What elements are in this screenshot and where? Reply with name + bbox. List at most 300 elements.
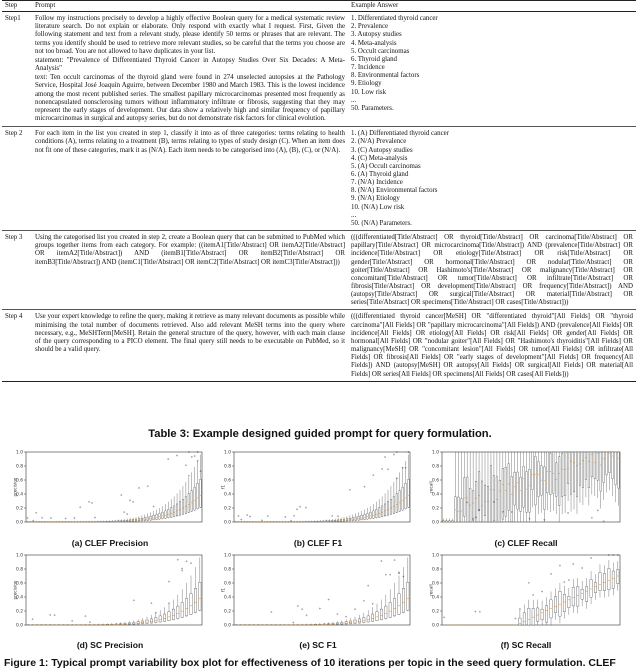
box-25 — [514, 452, 516, 522]
box-24 — [336, 614, 338, 625]
box-iqr — [585, 452, 587, 480]
box-iqr — [361, 515, 363, 519]
box-39 — [138, 487, 140, 521]
box-7 — [53, 615, 55, 625]
box-39 — [612, 554, 614, 595]
box-27 — [349, 618, 351, 624]
box-9 — [270, 612, 272, 625]
box-outlier — [80, 507, 81, 508]
box-iqr — [547, 452, 549, 493]
box-outlier — [54, 615, 55, 616]
box-44 — [361, 511, 363, 520]
box-iqr — [585, 586, 587, 601]
box-31 — [323, 520, 325, 522]
box-14 — [292, 622, 294, 625]
box-7 — [460, 452, 462, 522]
box-32 — [118, 520, 120, 522]
y-axis-label: precision — [13, 580, 18, 599]
y-tick-label: 0.0 — [432, 623, 439, 629]
box-28 — [146, 617, 148, 624]
box-iqr — [590, 579, 592, 597]
box-iqr — [165, 511, 167, 518]
box-44 — [570, 452, 572, 512]
box-20 — [319, 608, 321, 625]
box-3 — [33, 520, 35, 522]
box-iqr — [367, 616, 369, 622]
box-5 — [45, 624, 47, 625]
box-22 — [88, 501, 90, 522]
box-23 — [332, 622, 334, 625]
box-35 — [544, 452, 546, 522]
box-51 — [173, 496, 175, 517]
box-iqr — [367, 513, 369, 519]
box-19 — [79, 507, 81, 522]
box-36 — [599, 564, 601, 597]
box-iqr — [481, 481, 483, 522]
box-34 — [172, 600, 174, 621]
box-iqr — [570, 452, 572, 494]
answer-line: ... — [351, 212, 633, 220]
box-iqr — [387, 502, 389, 515]
box-17 — [282, 521, 284, 522]
box-20 — [111, 623, 113, 625]
box-39 — [402, 567, 404, 613]
box-iqr — [156, 514, 158, 519]
step-label: Step1 — [2, 12, 32, 127]
box-30 — [155, 612, 157, 623]
box-iqr — [200, 479, 202, 507]
box-56 — [396, 451, 398, 513]
answer-query: (((differentiated thyroid cancer[MeSH] OR "differentiated thyroid"[All Fields] OR "thyroid carcinoma"[All Fields] OR "papillary microcarcinoma"[All Fields]) AND (prevalence[All Fields] OR incidence[All Fields] OR etiology[All Fields] OR risk[All Fields] OR gender[All Fields] OR hormonal[All Fields] OR "nodular goiter"[All Fields] OR "Hashimoto's thyroiditis"[All Fields] OR malignancy[MeSH] OR "concomitant lesion"[All Fields] OR tumor[All Fields] OR infiltrate[All Fields] OR fibrosis[All Fields] OR "early stages of development"[All Fields] OR frequency[All Fields]) AND (autopsy[MeSH] OR autopsy[All Fields] OR surgical[All Fields] OR material[All Fields] OR series[All Fields] OR specimens[All Fields] OR cases[All Fields])) — [348, 310, 636, 381]
box-iqr — [484, 485, 486, 516]
box-iqr — [538, 462, 540, 497]
box-outlier — [130, 500, 131, 501]
box-18 — [310, 624, 312, 625]
box-iqr — [144, 518, 146, 521]
box-34 — [380, 560, 382, 620]
box-30 — [529, 452, 531, 522]
box-outlier — [363, 600, 364, 601]
box-iqr — [582, 452, 584, 488]
box-38 — [190, 563, 192, 615]
box-44 — [153, 506, 155, 521]
box-outlier — [528, 582, 529, 583]
y-tick-label: 0.2 — [16, 506, 23, 512]
box-outlier — [368, 585, 369, 586]
box-5 — [253, 624, 255, 625]
box-13 — [288, 624, 290, 625]
box-37 — [340, 518, 342, 522]
box-iqr — [358, 619, 360, 623]
box-27 — [311, 521, 313, 522]
box-iqr — [194, 588, 196, 612]
y-tick-label: 0.0 — [16, 520, 23, 526]
box-41 — [561, 452, 563, 514]
box-outlier — [519, 609, 520, 610]
header-example-answer: Example Answer — [348, 1, 636, 12]
box-iqr — [603, 452, 605, 482]
box-45 — [364, 486, 366, 520]
box-outlier — [381, 560, 382, 561]
box-16 — [93, 624, 95, 625]
y-tick-label: 1.0 — [224, 553, 231, 559]
box-37 — [603, 565, 605, 597]
box-outlier — [194, 455, 195, 456]
box-outlier — [364, 486, 365, 487]
box-outlier — [349, 489, 350, 490]
answer-line: ... — [351, 97, 633, 105]
box-outlier — [50, 517, 51, 518]
box-iqr — [541, 466, 543, 495]
box-outlier — [250, 516, 251, 517]
box-iqr — [617, 570, 619, 584]
box-54 — [600, 452, 602, 509]
box-38 — [398, 572, 400, 615]
box-outlier — [168, 603, 169, 604]
box-iqr — [472, 490, 474, 520]
box-outlier — [151, 603, 152, 604]
box-11 — [71, 620, 73, 625]
box-iqr — [408, 479, 410, 507]
box-20 — [290, 520, 292, 522]
box-2 — [30, 521, 32, 522]
box-outlier — [305, 507, 306, 508]
box-25 — [341, 620, 343, 624]
subfigure-caption: (e) SC F1 — [228, 640, 408, 650]
box-iqr — [364, 514, 366, 519]
box-40 — [407, 558, 409, 612]
box-outlier — [32, 619, 33, 620]
box-iqr — [399, 491, 401, 512]
box-iqr — [544, 467, 546, 510]
box-outlier — [247, 515, 248, 516]
box-iqr — [573, 452, 575, 492]
box-iqr — [159, 513, 161, 519]
box-27 — [520, 452, 522, 522]
y-tick-label: 0.4 — [432, 595, 439, 601]
box-outlier — [387, 469, 388, 470]
box-outlier — [65, 518, 66, 519]
box-outlier — [185, 465, 186, 466]
box-outlier — [591, 517, 592, 518]
answer-line: 10. Low risk — [351, 89, 633, 97]
y-tick-label: 0.6 — [432, 478, 439, 484]
box-iqr — [564, 452, 566, 495]
box-iqr — [552, 452, 554, 493]
prompt-cell — [32, 12, 348, 127]
table-row — [2, 12, 636, 127]
box-5 — [455, 452, 457, 522]
box-13 — [478, 452, 480, 522]
box-outlier — [74, 517, 75, 518]
box-22 — [296, 509, 298, 522]
box-33 — [585, 578, 587, 609]
box-10 — [67, 624, 69, 625]
box-9 — [62, 624, 64, 625]
box-iqr — [384, 504, 386, 516]
answer-line: 2. (N/A) Prevalence — [351, 138, 633, 146]
box-4 — [35, 512, 37, 522]
step-label: Step 4 — [2, 310, 32, 381]
box-iqr — [487, 486, 489, 522]
box-2 — [239, 624, 241, 625]
box-32 — [535, 452, 537, 522]
box-50 — [378, 499, 380, 518]
box-20 — [499, 452, 501, 522]
box-iqr — [511, 476, 513, 521]
box-33 — [538, 452, 540, 514]
box-46 — [367, 508, 369, 520]
box-15 — [89, 622, 91, 625]
answer-line: 1. (A) Differentiated thyroid cancer — [351, 130, 633, 138]
box-outlier — [124, 512, 125, 513]
box-51 — [381, 468, 383, 517]
box-14 — [84, 616, 86, 625]
y-tick-label: 0.6 — [432, 581, 439, 587]
box-iqr — [194, 487, 196, 510]
box-13 — [270, 521, 272, 522]
box-iqr — [559, 591, 561, 616]
box-26 — [100, 521, 102, 522]
box-iqr — [597, 452, 599, 480]
box-49 — [585, 452, 587, 497]
box-41 — [352, 515, 354, 522]
box-43 — [150, 512, 152, 520]
y-tick-label: 0.2 — [224, 506, 231, 512]
box-59 — [405, 461, 407, 509]
box-25 — [97, 521, 99, 522]
box-21 — [532, 594, 534, 625]
y-tick-label: 0.8 — [432, 567, 439, 573]
box-iqr — [520, 477, 522, 511]
box-iqr — [505, 467, 507, 516]
box-iqr — [393, 497, 395, 514]
box-26 — [554, 588, 556, 620]
box-12 — [475, 452, 477, 522]
sc-recall-plot — [430, 553, 622, 633]
box-outlier — [294, 515, 295, 516]
box-outlier — [267, 516, 268, 517]
y-tick-label: 0.8 — [16, 464, 23, 470]
box-outlier — [542, 591, 543, 592]
box-31 — [367, 585, 369, 623]
box-18 — [77, 521, 79, 522]
box-5 — [38, 521, 40, 522]
box-28 — [314, 520, 316, 522]
answer-line: 2. Prevalence — [351, 23, 633, 31]
box-iqr — [181, 602, 183, 617]
y-tick-label: 0.6 — [224, 581, 231, 587]
box-29 — [526, 452, 528, 522]
answer-line: 8. Environmental factors — [351, 72, 633, 80]
box-2 — [446, 519, 448, 523]
box-18 — [493, 452, 495, 522]
box-21 — [502, 452, 504, 522]
box-outlier — [42, 517, 43, 518]
box-28 — [563, 582, 565, 619]
box-15 — [68, 521, 70, 522]
plot-frame — [26, 452, 202, 522]
plot-frame — [234, 452, 410, 522]
box-outlier — [138, 487, 139, 488]
box-1 — [235, 624, 237, 625]
box-27 — [141, 618, 143, 624]
box-outlier — [393, 454, 394, 455]
y-tick-label: 1.0 — [16, 553, 23, 559]
box-outlier — [302, 609, 303, 610]
y-axis-label: precision — [13, 477, 18, 496]
box-31 — [577, 578, 579, 613]
box-iqr — [581, 589, 583, 599]
box-iqr — [177, 606, 179, 619]
box-iqr — [568, 596, 570, 607]
box-iqr — [190, 594, 192, 615]
box-iqr — [576, 452, 578, 497]
box-57 — [399, 472, 401, 512]
answer-line: 8. (N/A) Environmental factors — [351, 187, 633, 195]
box-10 — [261, 520, 263, 522]
prompt-table — [2, 0, 636, 382]
box-iqr — [378, 508, 380, 517]
box-40 — [349, 489, 351, 521]
box-48 — [165, 504, 167, 519]
box-15 — [484, 452, 486, 522]
box-iqr — [197, 483, 199, 508]
answer-line: 4. (C) Meta-analysis — [351, 155, 633, 163]
box-60 — [618, 452, 620, 506]
box-53 — [179, 490, 181, 516]
box-outlier — [271, 612, 272, 613]
box-31 — [532, 452, 534, 507]
box-29 — [358, 615, 360, 624]
box-outlier — [475, 611, 476, 612]
box-58 — [194, 455, 196, 510]
box-12 — [267, 516, 269, 522]
y-axis-label: f1 — [221, 485, 226, 489]
box-iqr — [185, 598, 187, 616]
box-26 — [517, 452, 519, 522]
box-39 — [346, 516, 348, 521]
box-47 — [162, 506, 164, 519]
box-outlier — [306, 615, 307, 616]
box-iqr — [517, 472, 519, 509]
box-9 — [258, 521, 260, 522]
y-tick-label: 1.0 — [224, 450, 231, 456]
box-3 — [36, 624, 38, 625]
box-32 — [326, 520, 328, 522]
box-outlier — [27, 517, 28, 518]
box-46 — [159, 508, 161, 520]
box-17 — [97, 624, 99, 625]
box-47 — [579, 452, 581, 503]
box-27 — [103, 521, 105, 522]
box-iqr — [599, 573, 601, 591]
box-iqr — [176, 504, 178, 516]
box-26 — [345, 616, 347, 625]
box-iqr — [162, 512, 164, 519]
box-10 — [469, 452, 471, 522]
box-outlier — [354, 609, 355, 610]
box-33 — [121, 494, 123, 522]
box-25 — [133, 600, 135, 625]
box-25 — [550, 573, 552, 625]
box-iqr — [618, 452, 620, 488]
box-iqr — [523, 466, 525, 507]
box-52 — [594, 452, 596, 496]
box-21 — [323, 623, 325, 625]
box-outlier — [319, 608, 320, 609]
y-tick-label: 0.6 — [16, 581, 23, 587]
box-57 — [191, 456, 193, 512]
box-iqr — [466, 477, 468, 522]
answer-line: 9. Etiology — [351, 80, 633, 88]
box-26 — [137, 619, 139, 624]
prompt-instructions: For each item in the list you created in step 1, classify it into as of three categories: terms relating to health conditions (A), terms relating to a treatment (B), terms relating to types of study design (C). When an item does not fit one of these categories, mark it as (N/A). Each item needs to be categorised into (A), (B), (C), or (N/A). — [35, 130, 345, 154]
box-24 — [302, 521, 304, 522]
box-outlier — [168, 458, 169, 459]
box-33 — [376, 604, 378, 622]
table-row — [2, 231, 636, 310]
box-iqr — [588, 452, 590, 488]
box-iqr — [188, 494, 190, 513]
box-35 — [126, 513, 128, 522]
box-iqr — [346, 519, 348, 521]
box-outlier — [72, 620, 73, 621]
y-tick-label: 1.0 — [432, 450, 439, 456]
box-29 — [317, 520, 319, 522]
box-outlier — [88, 501, 89, 502]
answer-line: 5. (A) Occult carcinomas — [351, 163, 633, 171]
subfigure-caption: (a) CLEF Precision — [20, 538, 200, 548]
y-tick-label: 0.4 — [16, 492, 23, 498]
box-24 — [128, 621, 130, 625]
box-37 — [185, 561, 187, 617]
table-row — [2, 127, 636, 231]
box-7 — [261, 624, 263, 625]
box-iqr — [609, 452, 611, 473]
box-37 — [549, 452, 551, 512]
box-8 — [47, 521, 49, 522]
clef-f1-plot — [222, 450, 412, 530]
box-22 — [327, 599, 329, 625]
box-iqr — [153, 515, 155, 519]
y-tick-label: 0.2 — [432, 609, 439, 615]
box-iqr — [141, 621, 143, 624]
answer-line: 50. (N/A) Parameters. — [351, 220, 633, 228]
box-23 — [508, 452, 510, 522]
box-53 — [387, 469, 389, 516]
y-tick-label: 0.0 — [432, 520, 439, 526]
box-49 — [375, 502, 377, 519]
box-iqr — [398, 594, 400, 615]
box-iqr — [371, 614, 373, 621]
box-28 — [354, 609, 356, 624]
box-58 — [402, 467, 404, 511]
box-iqr — [146, 620, 148, 623]
box-39 — [555, 452, 557, 514]
box-iqr — [603, 574, 605, 591]
box-18 — [102, 624, 104, 625]
box-iqr — [591, 452, 593, 477]
box-iqr — [567, 452, 569, 483]
box-14 — [65, 518, 67, 522]
box-outlier — [444, 617, 445, 618]
y-tick-label: 0.4 — [16, 595, 23, 601]
box-40 — [141, 515, 143, 521]
box-7 — [252, 521, 254, 522]
box-50 — [588, 452, 590, 505]
y-tick-label: 0.8 — [432, 464, 439, 470]
